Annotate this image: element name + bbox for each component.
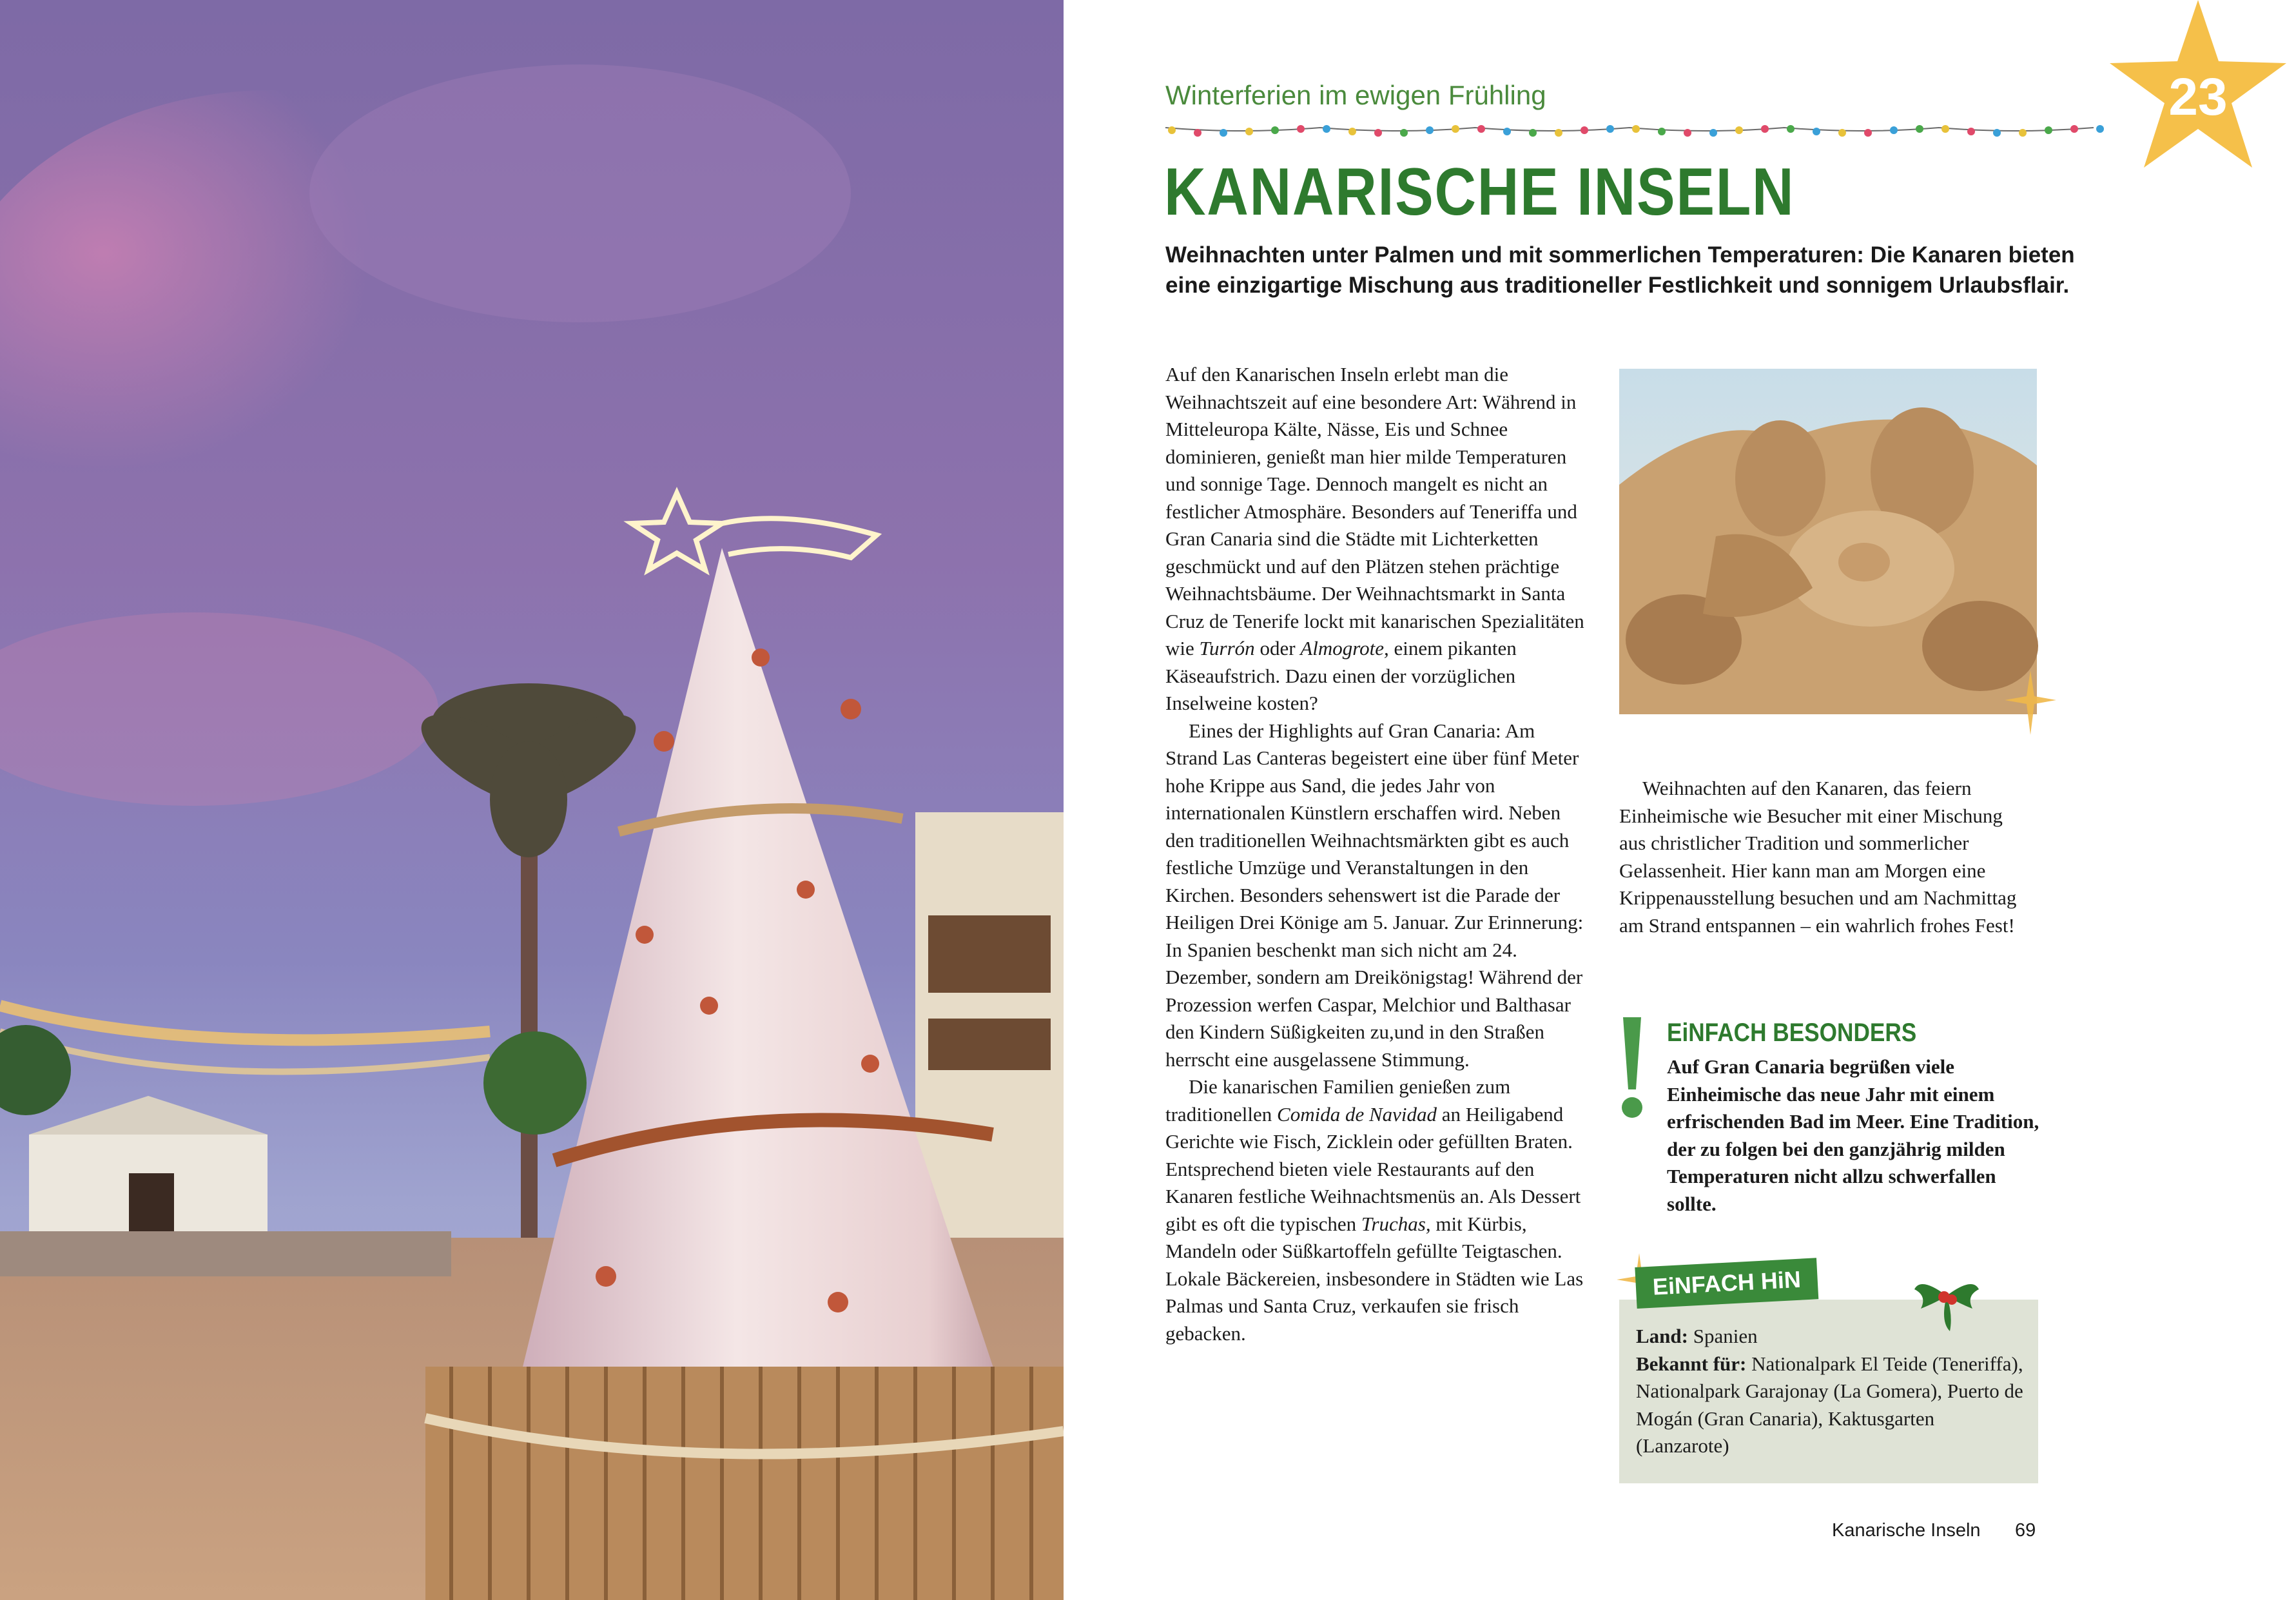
sand-nativity-photo: [1619, 369, 2037, 714]
body-text: mit Kürbis, Mandeln oder Süßkartoffeln gefüllte Teigtaschen. Lokale Bäckereien, insbesondere in Städten wie Las Palmas und Santa Cruz, verkaufen sie frisch gebacken.: [1165, 1212, 1584, 1345]
info-land: [1636, 1323, 2029, 1351]
tip-text: [1667, 1053, 2041, 1218]
info-known-for-value: Nationalpark El Teide (Teneriffa), Nationalpark Garajonay (La Gomera), Puerto de Mogán (Gran Canaria), Kaktusgarten (Lanzarote): [1636, 1352, 2023, 1457]
body-paragraph: [1165, 1073, 1591, 1347]
info-known-for: [1636, 1351, 2029, 1460]
badge-number: 23: [2168, 68, 2228, 126]
body-emphasis: Turrón: [1199, 637, 1255, 659]
footer-section-title: Kanarische Inseln: [1832, 1520, 1981, 1541]
body-text: an Heiligabend Gerichte wie Fisch, Zicklein oder gefüllten Braten. Entsprechend bieten viele Restaurants auf den Kanaren festliche Weihnachtsmenüs an. Als Dessert gibt es oft die typischen: [1165, 1102, 1581, 1235]
body-paragraph: Weihnachten auf den Kanaren, das feiern Einheimische wie Besucher mit einer Mischung aus christlicher Tradition und sommerlicher Gelassenheit. Hier kann man am Morgen eine Krippenausstellung besuchen und am Nachmittag am Strand entspannen – ein wahrlich frohes Fest!: [1619, 777, 2017, 937]
sparkle-icon: [2005, 670, 2056, 735]
exclamation-icon: [1619, 1017, 1645, 1120]
lead-line: eine einzigartige Mischung aus traditioneller Festlichkeit und sonnigem Urlaubsflair.: [1165, 273, 2070, 298]
string-lights-decoration: [1165, 121, 2171, 141]
body-column-right: [1619, 775, 2032, 939]
info-land-value: Spanien: [1688, 1325, 1758, 1347]
article-page: [1064, 0, 2228, 1600]
body-emphasis: Truchas,: [1361, 1212, 1431, 1235]
lead-line: Weihnachten unter Palmen und mit sommerlichen Temperaturen: Die Kanaren bieten: [1165, 242, 2075, 268]
body-emphasis: Comida de Navidad: [1277, 1102, 1437, 1126]
body-emphasis: Almogrote,: [1300, 637, 1389, 659]
body-paragraph: Eines der Highlights auf Gran Canaria: Am Strand Las Canteras begeistert eine über fünf Meter hohe Krippe aus Sand, die jedes Jahr von internationalen Künstlern erschaffen wird. Neben den traditionellen Weihnachtsmärkten gibt es auch festliche Umzüge und Veranstaltungen in den Kirchen. Besonders sehenswert ist die Parade der Heiligen Drei Könige am 5. Januar. Zur Erinnerung: In Spanien beschenkt man sich nicht am 24. Dezember, sondern am Dreikönigstag! Während der Prozession werfen Caspar, Melchior und Balthasar den Kindern Süßigkeiten zu,und in den Straßen herrscht eine ausgelassene Stimmung.: [1165, 719, 1584, 1071]
christmas-tree-photo: [0, 0, 1064, 1600]
body-text: einem pikanten Käseaufstrich. Dazu einen der vorzüglichen Inselweine kosten?: [1165, 637, 1517, 714]
body-text: Die kanarischen Familien genießen zum traditionellen: [1165, 1075, 1511, 1126]
page-number: 69: [2015, 1520, 2036, 1541]
kicker: Winterferien im ewigen Frühling: [1165, 80, 1546, 110]
body-paragraph: [1165, 361, 1591, 717]
tip-title: EiNFACH BESONDERS: [1667, 1019, 1917, 1047]
info-content: [1636, 1323, 2029, 1460]
body-column-left: [1165, 361, 1591, 1347]
page-title: KANARISCHE INSELN: [1164, 155, 1795, 229]
info-land-label: Land:: [1636, 1325, 1688, 1347]
info-known-for-label: Bekannt für:: [1636, 1352, 1747, 1375]
info-tag: EiNFACH HiN: [1635, 1258, 1818, 1309]
body-text: Auf den Kanarischen Inseln erlebt man die Weihnachtszeit auf eine besondere Art: Während in Mitteleuropa Kälte, Nässe, Eis und Schnee dominieren, genießt man hier milde Temperaturen und sonnige Tage. Dennoch mangelt es nicht an festlicher Atmosphäre. Besonders auf Teneriffa und Gran Canaria sind die Städte mit Lichterketten geschmückt und auf den Plätzen stehen prächtige Weihnachtsbäume. Der Weihnachtsmarkt in Santa Cruz de Tenerife lockt mit kanarischen Spezialitäten wie: [1165, 363, 1584, 659]
body-text: oder: [1254, 637, 1301, 659]
lead-paragraph: [1165, 240, 2119, 300]
tip-paragraph: Auf Gran Canaria begrüßen viele Einheimische das neue Jahr mit einem erfrischenden Bad im Meer. Eine Tradition, der zu folgen bei den ganzjährig milden Temperaturen nicht allzu schwerfallen sollte.: [1667, 1055, 2039, 1215]
